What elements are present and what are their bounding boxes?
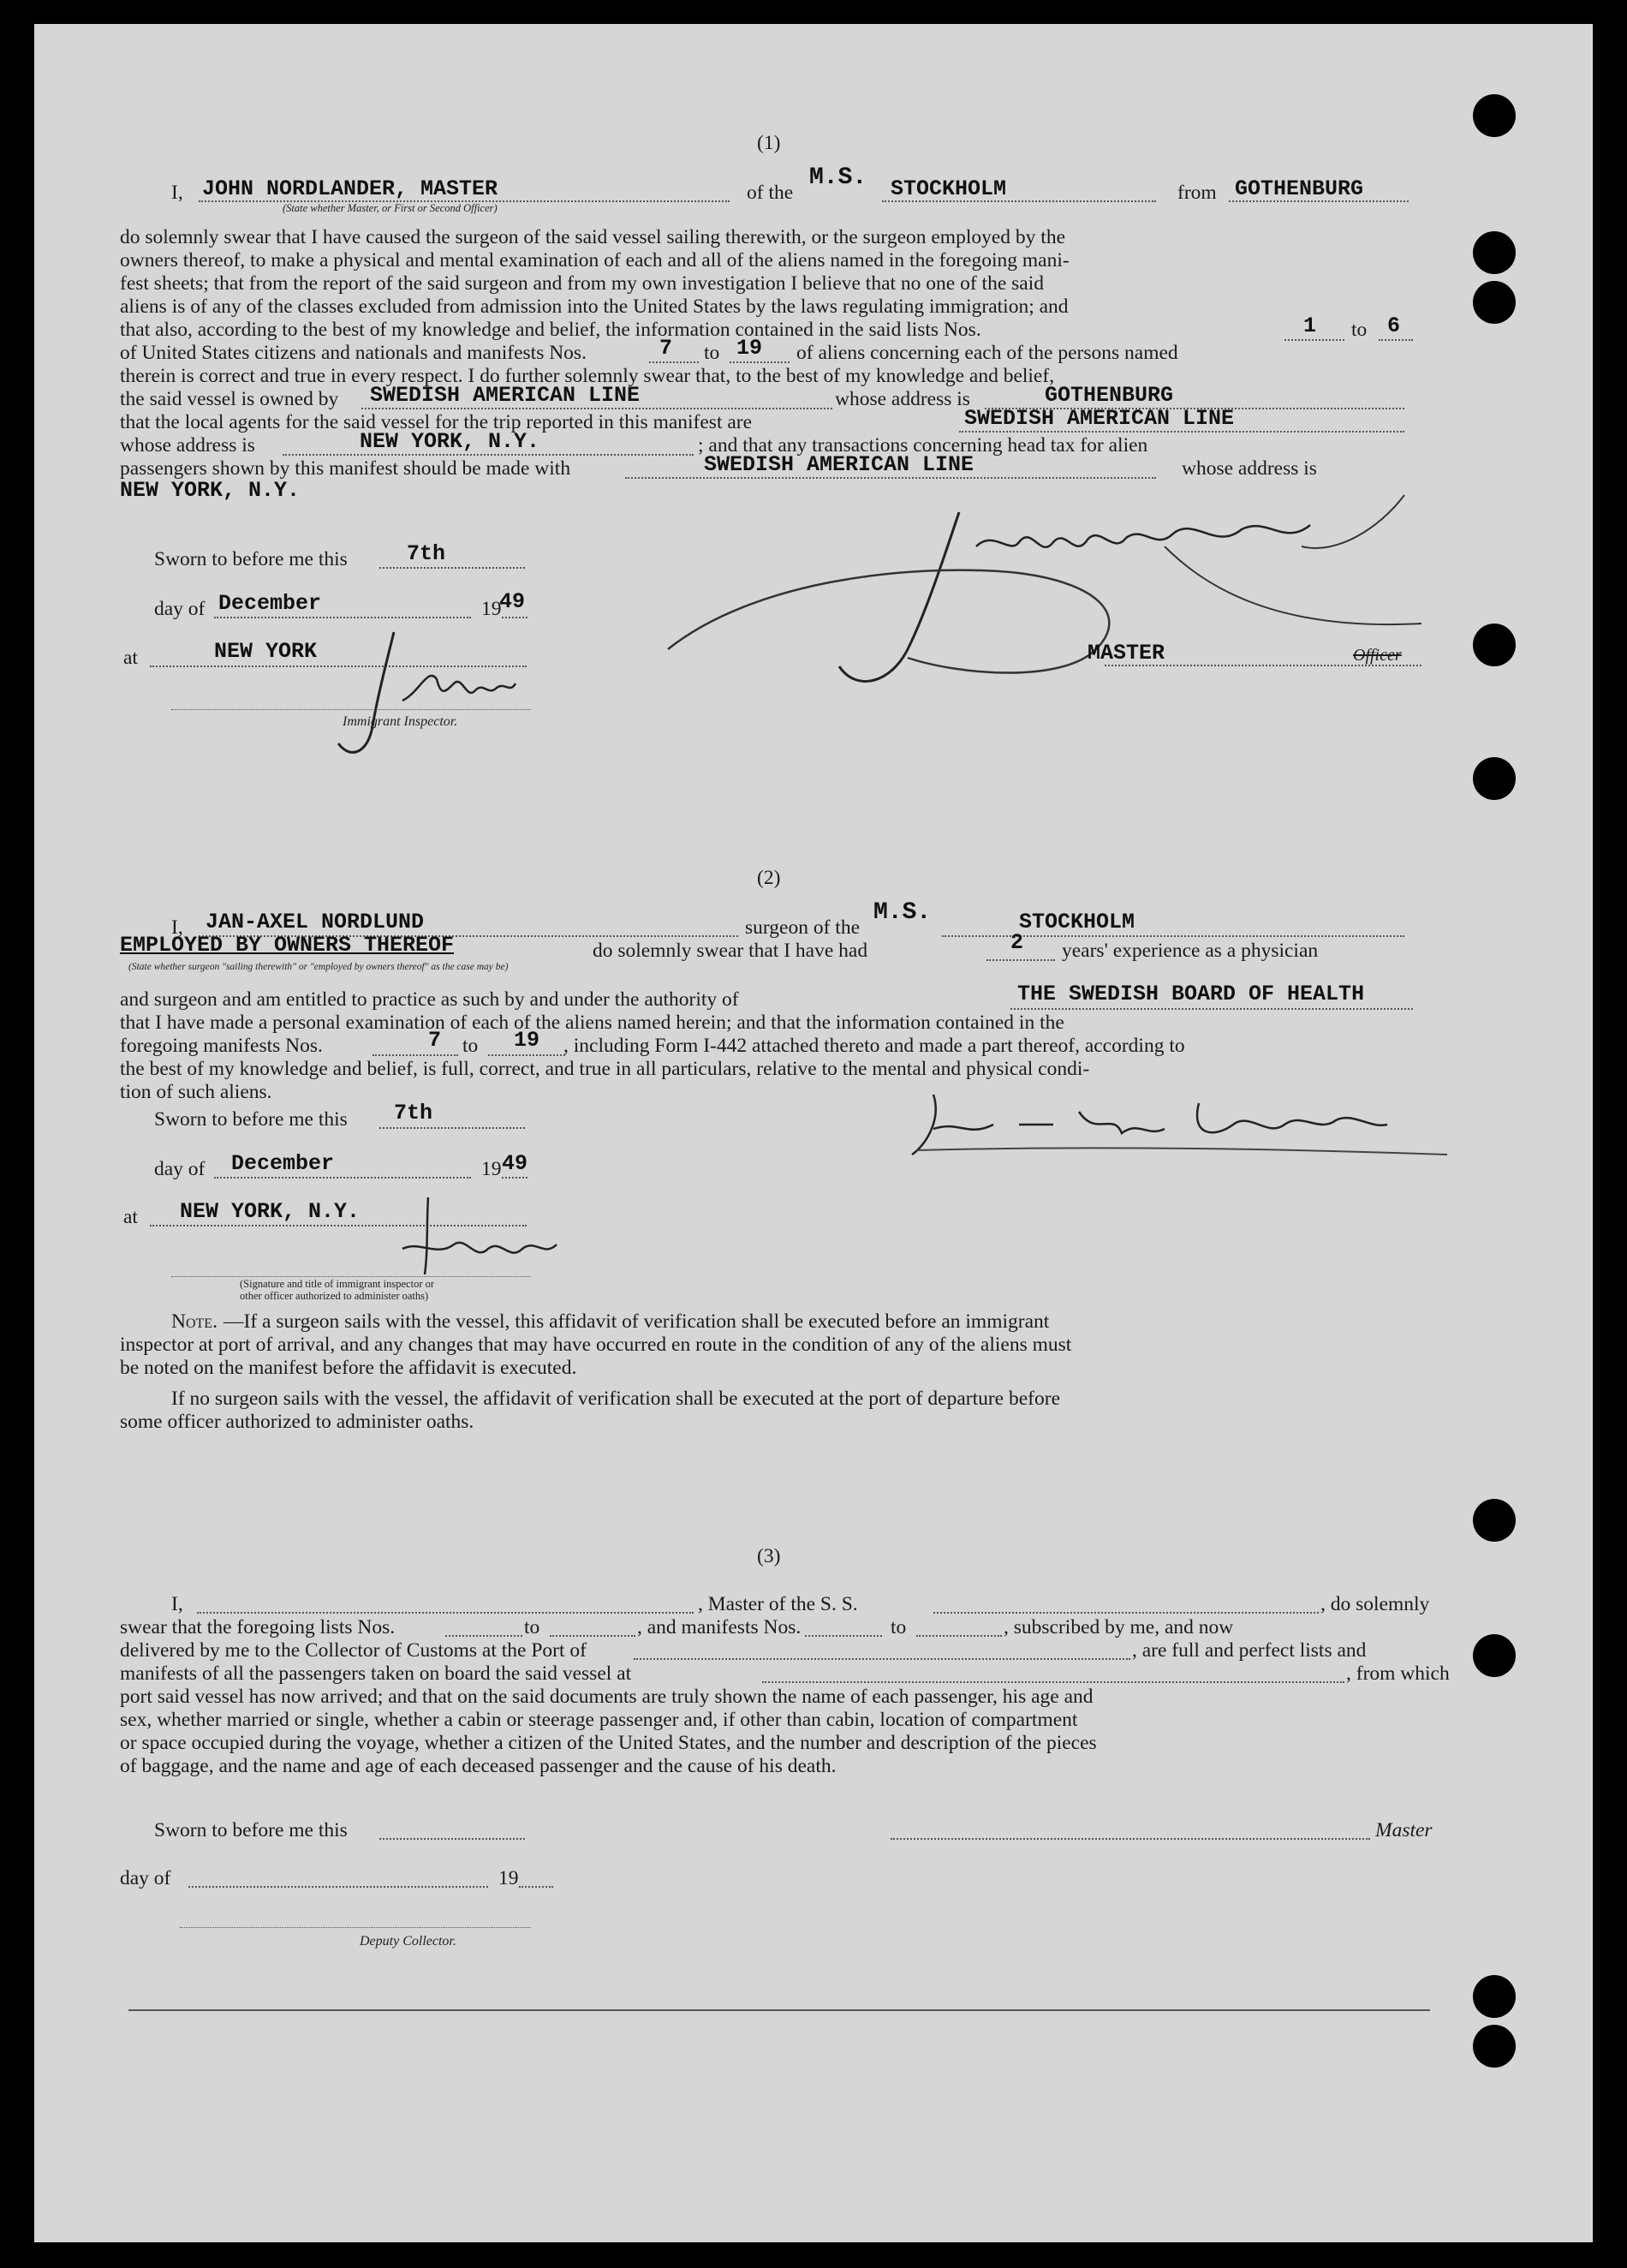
s3-lists-to: to [524,1616,540,1638]
s3-swear-lists: swear that the foregoing lists Nos. [120,1616,396,1638]
section-3-number: (3) [757,1545,781,1567]
punch-hole [1473,2025,1516,2068]
master-signature [651,478,1490,701]
s3-day-of-label: day of [120,1867,171,1889]
authority-text: and surgeon and am entitled to practice as such by and under the authority of [120,988,739,1011]
agents-address: NEW YORK, N.Y. [360,429,540,454]
s3-and-manifests: , and manifests Nos. [637,1616,802,1638]
lists-to-label: to [1351,319,1368,341]
punch-hole [1473,1634,1516,1677]
s3-manifests-to: to [891,1616,907,1638]
surgeon-of-the-label: surgeon of the [745,916,861,939]
note-line-1: —If a surgeon sails with the vessel, this affidavit of verification shall be executed before an immigrant [223,1310,1050,1333]
s3-master-of: , Master of the S. S. [698,1593,858,1615]
years-text: years' experience as a physician [1062,940,1319,962]
s2-line-4: tion of such aliens. [120,1081,272,1103]
s2-manifests-from: 7 [428,1028,442,1053]
surgeon-state-note: (State whether surgeon "sailing therewith" or "employed by owners thereof" as the case may be) [128,962,509,972]
authority-name: THE SWEDISH BOARD OF HEALTH [1017,982,1365,1006]
s2-manifests-to: 19 [514,1028,540,1053]
section-1-intro: I, [171,182,183,204]
s1-sworn-month: December [218,591,322,616]
s1-day-of-label: day of [154,598,206,620]
s3-line-baggage: of baggage, and the name and age of each deceased passenger and the cause of his death. [120,1755,837,1777]
s2-sworn-month: December [231,1151,335,1176]
s1-sworn-place: NEW YORK [214,639,318,664]
s1-line-3: fest sheets; that from the report of the said surgeon and from my own investigation I believe that no one of the said [120,272,1044,295]
owner-name: SWEDISH AMERICAN LINE [370,383,641,408]
surgeon-signature [908,1086,1456,1163]
note-line-5: some officer authorized to administer oaths. [120,1411,474,1433]
s3-subscribed: , subscribed by me, and now [1004,1616,1234,1638]
s3-do-solemnly: , do solemnly [1320,1593,1430,1615]
note-line-2: inspector at port of arrival, and any changes that may have occurred en route in the condition of any of the aliens must [120,1334,1072,1356]
s2-year-prefix: 19 [481,1158,502,1180]
s2-line-2: foregoing manifests Nos. [120,1035,323,1057]
owner-address: GOTHENBURG [1045,383,1174,408]
surgeon-employment: EMPLOYED BY OWNERS THEREOF [120,933,455,958]
s1-sworn-label: Sworn to before me this [154,548,348,570]
s3-line-space: or space occupied during the voyage, whether a citizen of the United States, and the number and description of the pieces [120,1732,1097,1754]
s1-line-7: therein is correct and true in every respect. I do further solemnly swear that, to the best of my knowledge and belief, [120,365,1055,387]
form-text: , including Form I-442 attached thereto and made a part thereof, according to [563,1035,1185,1057]
deputy-collector-label: Deputy Collector. [360,1934,456,1949]
head-tax-address: NEW YORK, N.Y. [120,478,301,503]
s3-year-prefix: 19 [498,1867,519,1889]
master-title: MASTER [1088,641,1165,665]
section-2-intro: I, [171,916,183,939]
punch-hole [1473,624,1516,666]
punch-hole [1473,231,1516,274]
s2-line-1: that I have made a personal examination of each of the aliens named herein; and that the information contained in the [120,1012,1064,1034]
s1-sworn-year: 49 [499,589,526,614]
inspector-label-1: Immigrant Inspector. [343,714,458,729]
master-name: JOHN NORDLANDER, MASTER [202,176,498,201]
s2-vessel-name: STOCKHOLM [1019,910,1135,934]
section-1-number: (1) [757,132,781,154]
s3-sworn-label: Sworn to before me this [154,1819,348,1841]
affidavit-page [34,24,1593,2242]
head-tax-address-label: whose address is [1182,457,1317,480]
head-tax-party: SWEDISH AMERICAN LINE [704,452,974,477]
head-tax-text: ; and that any transactions concerning head tax for alien [698,434,1148,457]
lists-to: 6 [1387,313,1401,338]
aliens-concerning-text: of aliens concerning each of the persons named [796,342,1178,364]
punch-hole [1473,281,1516,324]
agents-name: SWEDISH AMERICAN LINE [964,406,1235,431]
s2-manifests-to-label: to [462,1035,479,1057]
s3-line-port: port said vessel has now arrived; and that on the said documents are truly shown the name of each passenger, his age and [120,1686,1094,1708]
s1-line-1: do solemnly swear that I have caused the surgeon of the said vessel sailing therewith, or the surgeon employed by the [120,226,1066,248]
s1-line-11: passengers shown by this manifest should be made with [120,457,571,480]
owner-address-label: whose address is [835,388,970,410]
section-2-number: (2) [757,867,781,889]
s3-from-which: , from which [1346,1662,1450,1685]
s2-line-3: the best of my knowledge and belief, is full, correct, and true in all particulars, relative to the mental and physical condi- [120,1058,1090,1080]
signature-note-2: other officer authorized to administer oaths) [240,1290,429,1302]
s2-day-of-label: day of [154,1158,206,1180]
s3-delivered: delivered by me to the Collector of Customs at the Port of [120,1639,587,1662]
s2-sworn-day: 7th [394,1101,433,1125]
inspector-signature-1 [291,615,539,769]
s3-master-label: Master [1375,1819,1433,1841]
signature-note-1: (Signature and title of immigrant inspector or [240,1278,435,1290]
s1-line-8: the said vessel is owned by [120,388,339,410]
port-from: GOTHENBURG [1235,176,1364,201]
s1-line-9: that the local agents for the said vessel for the trip reported in this manifest are [120,411,753,433]
manifests-to-label: to [704,342,720,364]
lists-from: 1 [1303,313,1317,338]
punch-hole [1473,1499,1516,1542]
s2-at-label: at [123,1206,138,1228]
punch-hole [1473,94,1516,137]
s2-swear-text: do solemnly swear that I have had [593,940,868,962]
manifests-to: 19 [736,336,763,361]
s1-line-10: whose address is [120,434,255,457]
s1-line-6: of United States citizens and nationals and manifests Nos. [120,342,587,364]
surgeon-name: JAN-AXEL NORDLUND [206,910,425,934]
punch-hole [1473,1975,1516,2018]
s1-line-5: that also, according to the best of my knowledge and belief, the information contained in the said lists Nos. [120,319,981,341]
s1-line-2: owners thereof, to make a physical and mental examination of each and all of the aliens named in the foregoing mani- [120,249,1070,272]
vessel-prefix: M.S. [809,164,867,191]
years-experience: 2 [1010,930,1024,955]
s3-intro: I, [171,1593,183,1615]
vessel-name: STOCKHOLM [891,176,1007,201]
officer-struck: Officer [1353,646,1402,665]
s1-year-prefix: 19 [481,598,502,620]
note-line-4: If no surgeon sails with the vessel, the affidavit of verification shall be executed at the port of departure before [171,1388,1060,1410]
bottom-rule [128,2009,1430,2011]
s3-manifests-all: manifests of all the passengers taken on board the said vessel at [120,1662,632,1685]
from-label: from [1177,182,1217,204]
s1-at-label: at [123,647,138,669]
s2-sworn-label: Sworn to before me this [154,1108,348,1131]
s3-full-perfect: , are full and perfect lists and [1132,1639,1367,1662]
manifests-from: 7 [659,336,673,361]
s1-sworn-day: 7th [407,541,446,566]
s2-vessel-prefix: M.S. [873,899,932,926]
note-label: Note. [171,1310,218,1333]
master-state-note: (State whether Master, or First or Second Officer) [283,202,498,214]
punch-hole [1473,757,1516,800]
note-line-3: be noted on the manifest before the affidavit is executed. [120,1357,577,1379]
s2-sworn-year: 49 [502,1151,528,1176]
s3-line-sex: sex, whether married or single, whether a cabin or steerage passenger and, if other than cabin, location of compartment [120,1709,1078,1731]
of-the-label: of the [747,182,794,204]
s2-sworn-place: NEW YORK, N.Y. [180,1199,361,1224]
s1-line-4: aliens is of any of the classes excluded from admission into the United States by the laws regulating immigration; and [120,295,1069,318]
